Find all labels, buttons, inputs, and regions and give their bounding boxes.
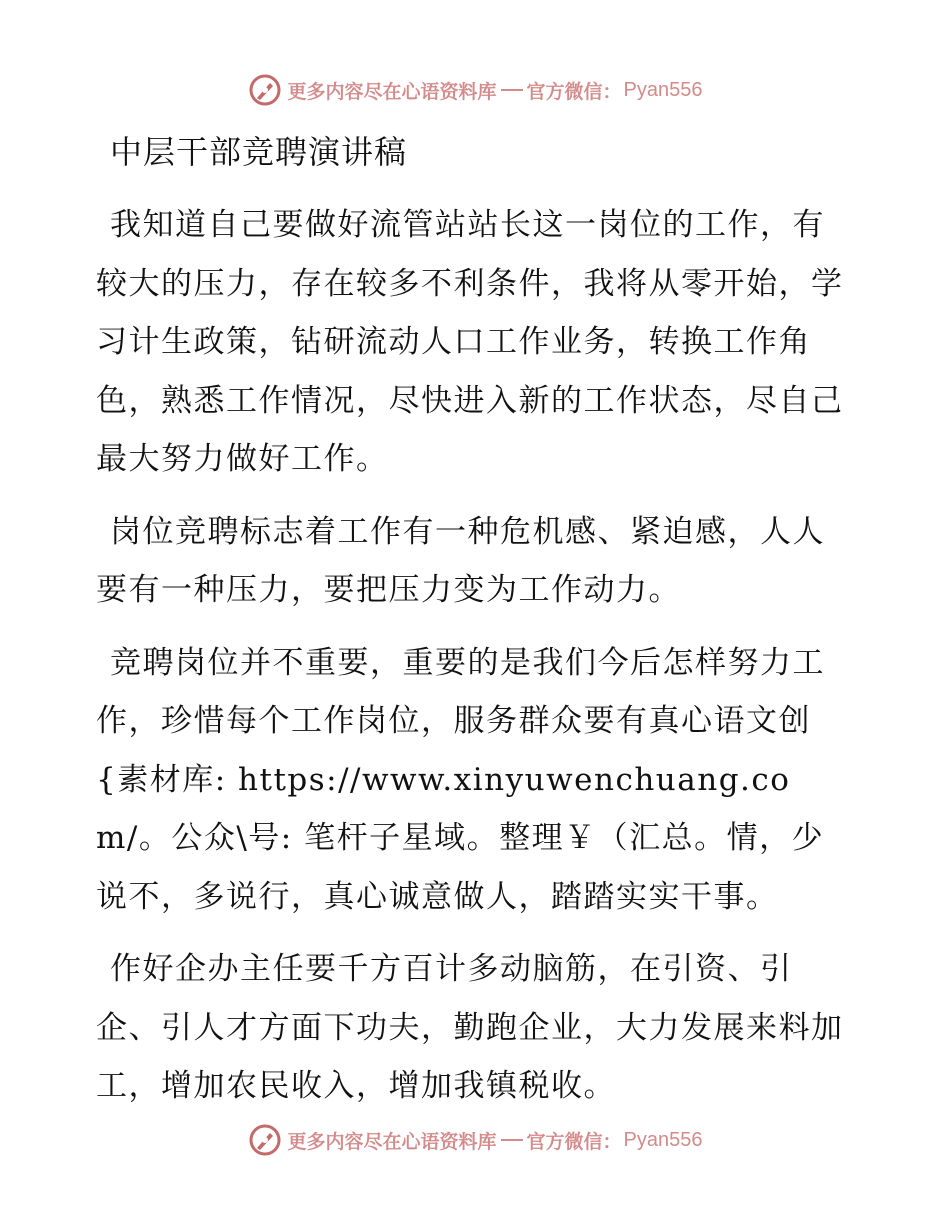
paragraph: 作好企办主任要千方百计多动脑筋，在引资、引企、引人才方面下功夫，勤跑企业，大力发展来料加工，增加农民收入，增加我镇税收。 xyxy=(96,951,844,1104)
document-title: 中层干部竞聘演讲稿 xyxy=(110,133,408,171)
paragraph: 竞聘岗位并不重要，重要的是我们今后怎样努力工作，珍惜每个工作岗位，服务群众要有真心语文创{素材库: https://www.xinyuwenchuang.com/。公众\号: 笔杆子星域。整理￥（汇总。情，少说不，多说行，真心诚意做人，踏踏实实干事。 xyxy=(96,644,825,915)
banner-official-label: 官方微信： xyxy=(526,1130,622,1153)
banner-wechat-id: Pyan556 xyxy=(623,78,703,101)
banner-wechat-id: Pyan556 xyxy=(623,1128,703,1151)
header-banner xyxy=(0,70,950,110)
pen-circle-logo-icon xyxy=(248,73,282,107)
banner-site-text: 更多内容尽在心语资料库 xyxy=(287,1130,497,1153)
paragraph: 岗位竞聘标志着工作有一种危机感、紧迫感，人人要有一种压力，要把压力变为工作动力。 xyxy=(96,513,825,608)
document-body xyxy=(96,120,856,1130)
banner-official-label: 官方微信： xyxy=(526,80,622,103)
banner-site-text: 更多内容尽在心语资料库 xyxy=(287,80,497,103)
pen-circle-logo-icon xyxy=(248,1123,282,1157)
banner-divider xyxy=(501,1139,523,1141)
paragraph: 我知道自己要做好流管站站长这一岗位的工作，有较大的压力，存在较多不利条件，我将从零开始，学习计生政策，钻研流动人口工作业务，转换工作角色，熟悉工作情况，尽快进入新的工作状态，尽自己最大努力做好工作。 xyxy=(96,207,844,477)
banner-divider xyxy=(501,89,523,91)
footer-banner xyxy=(0,1120,950,1160)
